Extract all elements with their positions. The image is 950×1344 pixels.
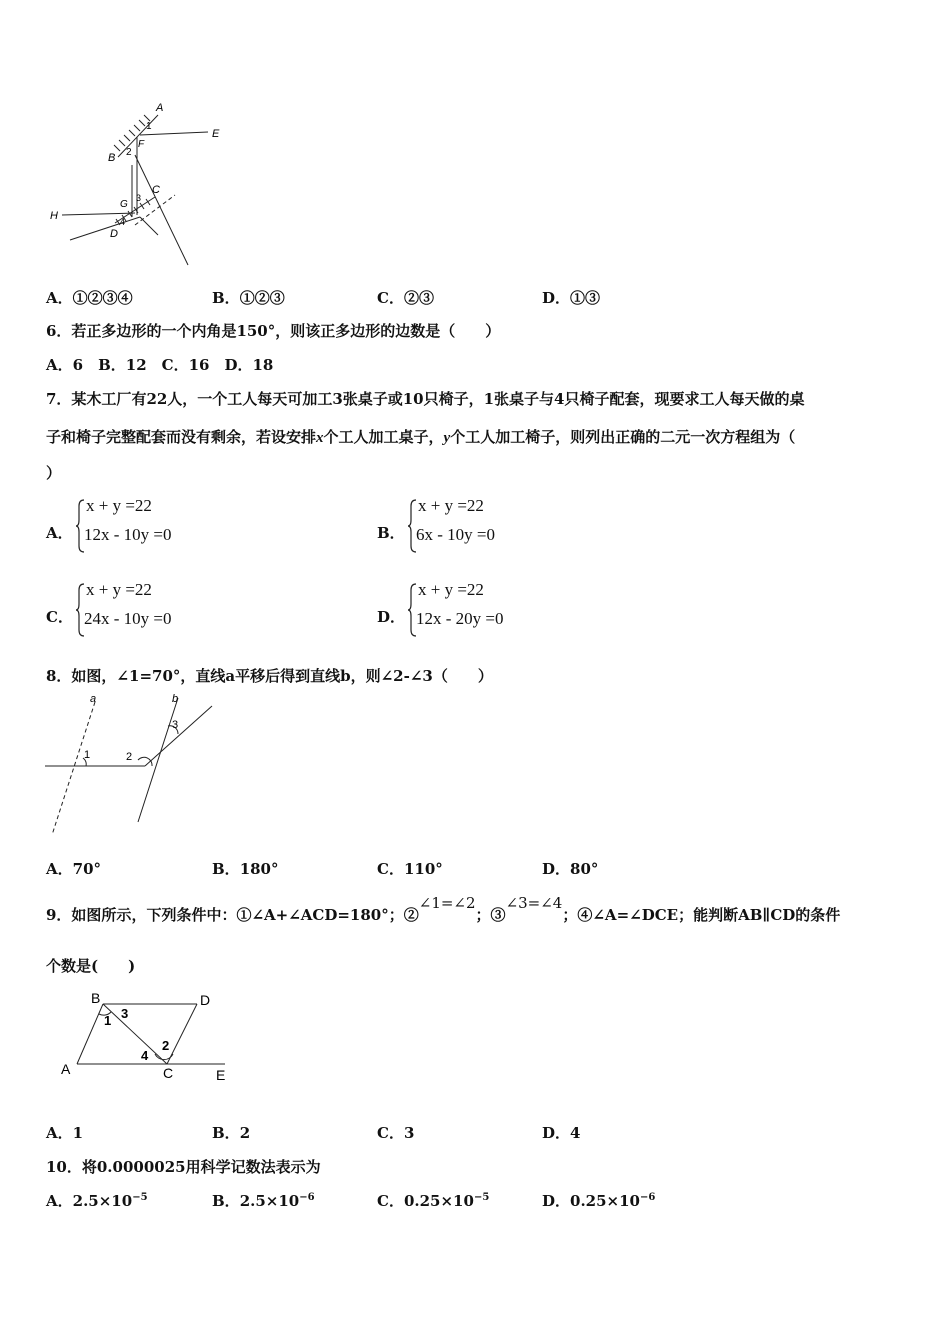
- q8-label-a: a: [90, 693, 97, 705]
- q6-stem: 6．若正多边形的一个内角是150°，则该正多边形的边数是（ ）: [46, 322, 501, 340]
- q10-option-b[interactable]: B．$2.5\times 10^{-6}$: [212, 1192, 315, 1210]
- q9-label-e: E: [216, 1067, 226, 1083]
- q7-option-b-eq1: x + y =22: [418, 496, 484, 515]
- q7-option-d-letter[interactable]: D．: [377, 608, 406, 626]
- q7-stem-line1: 7．某木工厂有22人，一个工人每天可加工3张桌子或10只椅子，1张桌子与4只椅子配套，现要求工人每天做的桌: [46, 390, 805, 408]
- q7-option-a-eq2: 12x - 10y =0: [84, 525, 172, 544]
- q9-label-a: A: [61, 1061, 71, 1077]
- q7-stem-line3: ）: [46, 464, 62, 482]
- q8-label-1: 1: [84, 749, 91, 761]
- q5-label-1: 1: [146, 121, 152, 132]
- q6-options[interactable]: A．6 B．12 C．16 D．18: [46, 356, 274, 374]
- q7-option-c-letter[interactable]: C．: [46, 608, 73, 626]
- q10-stem: 10．将0.0000025用科学记数法表示为: [46, 1158, 321, 1176]
- q9-option-b[interactable]: B．2: [212, 1124, 251, 1142]
- q5-label-c: C: [152, 184, 160, 196]
- q9-option-a[interactable]: A．1: [46, 1124, 84, 1142]
- q5-option-b[interactable]: B．①②③: [212, 289, 285, 307]
- q5-label-a: A: [156, 102, 164, 114]
- q5-option-d[interactable]: D．①③: [542, 289, 601, 307]
- q9-option-c[interactable]: C．3: [377, 1124, 415, 1142]
- q10-option-a[interactable]: A．$2.5\times 10^{-5}$: [46, 1192, 148, 1210]
- q7-option-a-letter[interactable]: A．: [46, 524, 73, 542]
- q5-option-c[interactable]: C．②③: [377, 289, 434, 307]
- q7-option-d-eq1: x + y =22: [418, 580, 484, 599]
- q5-label-2: 2: [126, 147, 132, 158]
- q7-option-c-eq2: 24x - 10y =0: [84, 609, 172, 628]
- q9-label-1: 1: [104, 1013, 112, 1028]
- q7-option-c-system: [76, 582, 276, 638]
- q7-stem-line2: 子和椅子完整配套而没有剩余，若设安排x个工人加工桌子，y个工人加工椅子，则列出正确的二元一次方程组为（: [46, 428, 796, 446]
- q9-cond3: ∠3=∠4: [505, 894, 563, 912]
- q5-label-g: G: [120, 199, 128, 210]
- q7-option-d-eq2: 12x - 20y =0: [416, 609, 504, 628]
- q5-label-b: B: [108, 152, 116, 164]
- q5-label-d: D: [110, 228, 118, 240]
- q9-stem-line2: 个数是( ): [46, 957, 136, 975]
- q8-option-a[interactable]: A．70°: [46, 860, 102, 878]
- q5-figure: [40, 95, 240, 275]
- q9-label-c: C: [163, 1065, 174, 1081]
- q7-option-b-letter[interactable]: B．: [377, 524, 405, 542]
- q8-label-b: b: [172, 693, 179, 705]
- q9-stem-line1: 9．如图所示，下列条件中：①∠A+∠ACD=180°；②∠1=∠2；③∠3=∠4；④∠A=∠DCE；能判断AB∥CD的条件: [46, 894, 841, 924]
- q8-figure: [40, 690, 220, 840]
- q5-label-4: 4: [120, 217, 126, 227]
- q8-stem: 8．如图，∠1=70°，直线a平移后得到直线b，则∠2-∠3（ ）: [46, 667, 493, 685]
- q7-option-d-system: [408, 582, 608, 638]
- q8-option-c[interactable]: C．110°: [377, 860, 443, 878]
- q9-label-d: D: [200, 992, 211, 1008]
- q5-label-3: 3: [136, 193, 142, 203]
- q10-option-c[interactable]: C．$0.25\times 10^{-5}$: [377, 1192, 490, 1210]
- q9-label-4: 4: [141, 1048, 149, 1063]
- q8-label-2: 2: [126, 751, 133, 763]
- q8-option-b[interactable]: B．180°: [212, 860, 279, 878]
- q7-option-a-system: [76, 498, 276, 554]
- q7-option-c-eq1: x + y =22: [86, 580, 152, 599]
- q9-label-3: 3: [121, 1006, 129, 1021]
- q5-option-a[interactable]: A．①②③④: [46, 289, 133, 307]
- q9-option-d[interactable]: D．4: [542, 1124, 581, 1142]
- q9-cond2: ∠1=∠2: [418, 894, 476, 912]
- q5-label-e: E: [212, 128, 220, 140]
- q7-option-b-system: [408, 498, 608, 554]
- q9-figure: [55, 988, 245, 1088]
- q5-label-f: F: [138, 139, 145, 150]
- q10-option-d[interactable]: D．$0.25\times 10^{-6}$: [542, 1192, 656, 1210]
- q9-label-b: B: [91, 990, 101, 1006]
- q8-label-3: 3: [172, 719, 179, 731]
- q9-label-2: 2: [162, 1038, 170, 1053]
- q8-option-d[interactable]: D．80°: [542, 860, 599, 878]
- q7-option-a-eq1: x + y =22: [86, 496, 152, 515]
- q5-label-h: H: [50, 210, 58, 222]
- q7-option-b-eq2: 6x - 10y =0: [416, 525, 495, 544]
